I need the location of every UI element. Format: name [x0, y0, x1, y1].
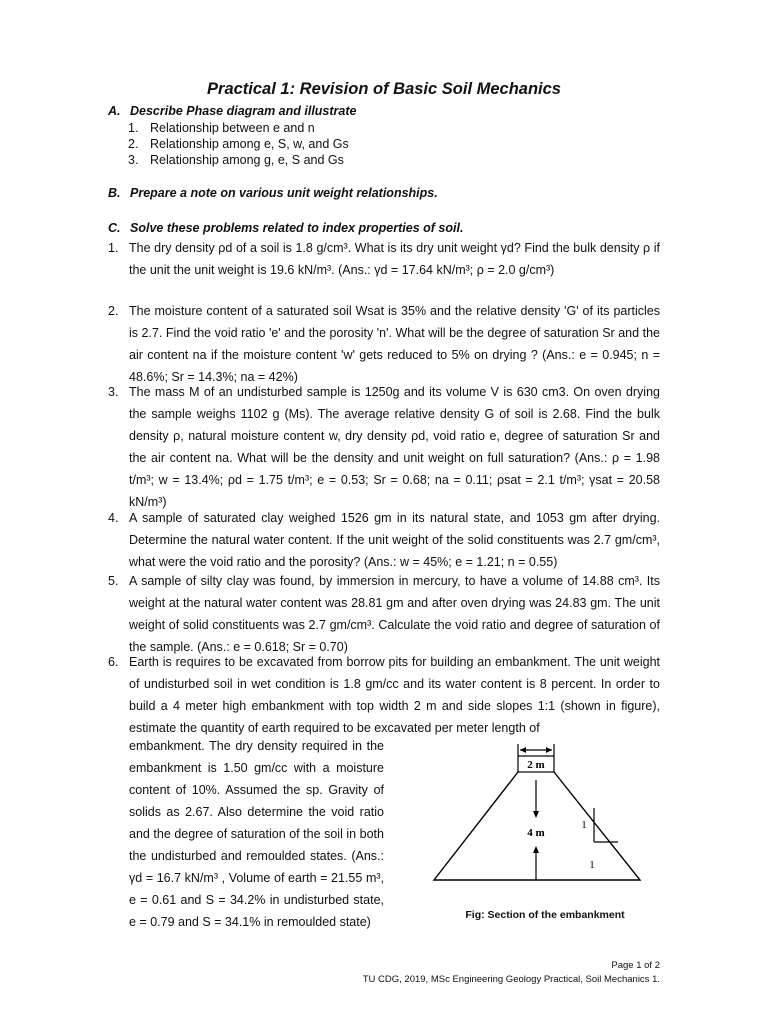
arrow-up: [533, 846, 539, 853]
footer-course: TU CDG, 2019, MSc Engineering Geology Practical, Soil Mechanics 1.: [362, 974, 660, 985]
page-number: Page 1 of 2: [611, 960, 660, 971]
arrow-right: [546, 747, 552, 753]
section-a-heading: [108, 104, 356, 118]
section-b-letter: B.: [108, 186, 121, 200]
section-a-text: Describe Phase diagram and illustrate: [130, 104, 357, 118]
problem-4: 4. A sample of saturated clay weighed 1526 gm in its natural state, and 1053 gm after drying. Determine the natural water content. If the unit weight of the solid constituents was 2.7 gm/cm³, what were the void ratio and the porosity? (Ans.: w = 45%; e = 1.21; n = 0.55): [108, 511, 660, 569]
section-a-letter: A.: [108, 104, 121, 118]
slope-v-label: 1: [581, 819, 587, 831]
problem-3: 3. The mass M of an undisturbed sample is 1250g and its volume V is 630 cm3. On oven drying the sample weighs 1102 g (Ms). The average relative density G of soil is 2.68. Find the bulk density ρ, natural moisture content w, dry density ρd, void ratio e, degree of saturation Sr and the air content na. What will be the density and unit weight on full saturation? (Ans.: ρ = 1.98 t/m³; w = 13.4%; ρd = 1.75 t/m³; e = 0.53; Sr = 0.68; na = 0.11; ρsat = 2.1 t/m³; γsat = 20.58 kN/m³): [108, 385, 660, 509]
slope-h-label: 1: [589, 859, 595, 871]
section-a-item: 2. Relationship among e, S, w, and Gs: [128, 137, 349, 151]
section-a-item: 1. Relationship between e and n: [128, 121, 315, 135]
section-c-text: Solve these problems related to index properties of soil.: [130, 221, 464, 235]
embankment-figure: [430, 738, 650, 918]
problem-5: 5. A sample of silty clay was found, by immersion in mercury, to have a volume of 14.88 cm³. Its weight at the natural water content was 28.81 gm and after oven drying was 24.83 gm. The unit weight of solid constituents was 2.7 gm/cm³. Calculate the void ratio and degree of saturation of the sample. (Ans.: e = 0.618; Sr = 0.70): [108, 574, 660, 654]
section-c-heading: [108, 221, 463, 235]
problem-6-continued: embankment. The dry density required in the embankment is 1.50 gm/cc with a moisture content of 10%. Assumed the sp. Gravity of solids as 2.67. Also determine the void ratio and the degree of saturation of the soil in both the undisturbed and remoulded states. (Ans.: γd = 16.7 kN/m³ , Volume of earth = 21.55 m³, e = 0.61 and S = 34.2% in undisturbed state, e = 0.79 and S = 34.1% in remoulded state): [129, 739, 384, 929]
problem-1: 1. The dry density ρd of a soil is 1.8 g/cm³. What is its dry unit weight γd? Find the bulk density ρ if the unit the unit weight is 19.6 kN/m³. (Ans.: γd = 17.64 kN/m³; ρ = 2.0 g/cm³): [108, 241, 660, 277]
section-c-letter: C.: [108, 221, 121, 235]
arrow-down: [533, 811, 539, 818]
top-width-label: 2 m: [527, 759, 545, 771]
section-b-heading: [108, 186, 438, 200]
page-title: Practical 1: Revision of Basic Soil Mechanics: [207, 80, 561, 98]
problem-6: 6. Earth is requires to be excavated from borrow pits for building an embankment. The unit weight of undisturbed soil in wet condition is 1.8 gm/cc and its water content is 8 percent. In order to build a 4 meter high embankment with top width 2 m and side slopes 1:1 (shown in figure), estimate the quantity of earth required to be excavated per meter length of: [108, 655, 660, 735]
section-a-item: 3. Relationship among g, e, S and Gs: [128, 153, 344, 167]
problem-2: 2. The moisture content of a saturated soil Wsat is 35% and the relative density 'G' of its particles is 2.7. Find the void ratio 'e' and the porosity 'n'. What will be the degree of saturation Sr and the air content na if the moisture content 'w' gets reduced to 5% on drying ? (Ans.: e = 0.945; n = 48.6%; Sr = 14.3%; na = 42%): [108, 304, 660, 384]
embankment-outline: [434, 772, 640, 880]
section-b-text: Prepare a note on various unit weight relationships.: [130, 186, 438, 200]
arrow-left: [520, 747, 526, 753]
figure-caption: Fig: Section of the embankment: [465, 909, 625, 921]
height-label: 4 m: [527, 827, 545, 839]
